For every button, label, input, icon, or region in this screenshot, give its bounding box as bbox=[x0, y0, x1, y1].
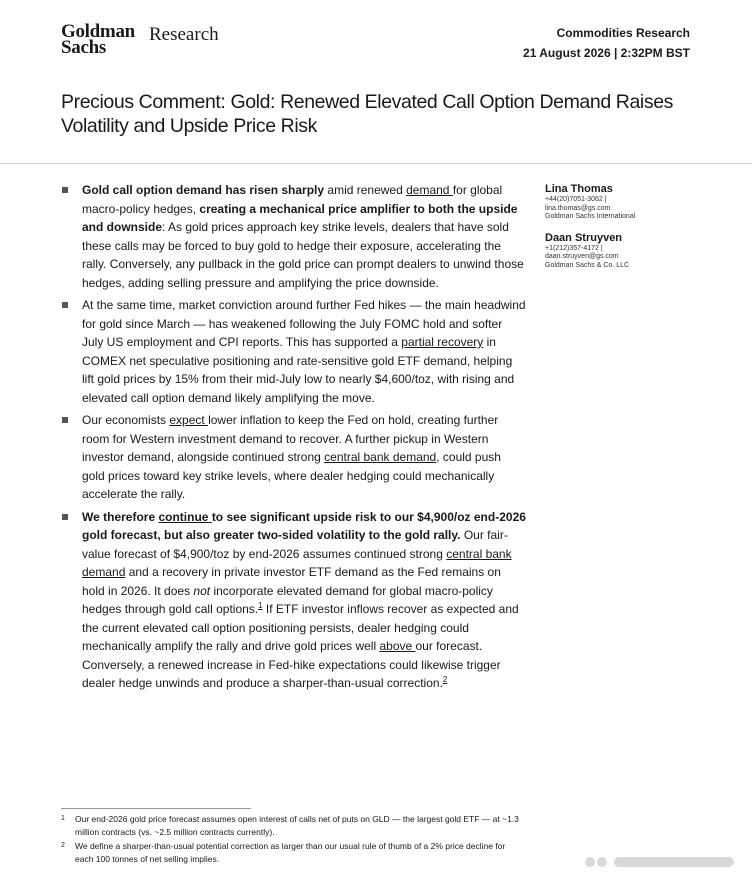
footnote-number: 2 bbox=[61, 842, 65, 849]
bullet-list bbox=[62, 181, 526, 697]
footnote-item bbox=[61, 813, 523, 838]
bullet-item bbox=[62, 181, 526, 292]
bullet-text: amid renewed bbox=[324, 183, 407, 197]
bullet-text: , could push gold prices toward key strike levels, where dealer hedging could mechanically accelerate the rally. bbox=[82, 450, 501, 501]
header-divider bbox=[0, 163, 752, 164]
footnote-text: Our end-2026 gold price forecast assumes open interest of calls net of puts on GLD — the largest gold ETF — at ~1.3 million contracts (vs. ~2.5 million contracts currently). bbox=[75, 814, 519, 837]
footnotes bbox=[61, 813, 523, 867]
bullet-text: and a recovery in private investor ETF demand as the Fed remains on hold in 2026. It does bbox=[82, 565, 501, 598]
footnote-divider bbox=[61, 808, 251, 809]
bullet-text: lower inflation to keep the Fed on hold, creating further room for Western investment demand to recover. A further pickup in Western investor demand, alongside continued strong bbox=[82, 413, 499, 464]
bullet-item bbox=[62, 296, 526, 407]
report-date-time: 21 August 2026 | 2:32PM BST bbox=[523, 46, 690, 60]
bullet-text: Gold call option demand has risen sharply bbox=[82, 183, 325, 197]
logo-wordmark bbox=[61, 21, 135, 58]
inline-link[interactable]: expect bbox=[169, 413, 209, 427]
bullet-text: At the same time, market conviction around further Fed hikes — the main headwind for gold since March — has weakened following the July FOMC hold and softer July US employment and CPI reports. This has supported a bbox=[82, 298, 526, 349]
logo-line-1: Goldman bbox=[61, 21, 135, 42]
goldman-sachs-logo bbox=[61, 21, 219, 58]
author-card bbox=[545, 232, 685, 271]
report-meta bbox=[523, 23, 690, 63]
inline-link[interactable]: 2 bbox=[442, 675, 448, 684]
page-title: Precious Comment: Gold: Renewed Elevated Call Option Demand Raises Volatility and Upside Price Risk bbox=[61, 91, 673, 137]
bullet-text: Our fair-value forecast of $4,900/toz by end-2026 assumes continued strong bbox=[82, 528, 508, 561]
watermark-stamp bbox=[584, 849, 744, 875]
footnote-text: We define a sharper-than-usual potential correction as larger than our usual rule of thumb of a 2% price decline for each 100 tonnes of net selling implies. bbox=[75, 841, 506, 864]
author-email[interactable]: daan.struyven@gs.com bbox=[545, 253, 619, 260]
author-phone: +1(212)357-4172 | bbox=[545, 244, 603, 252]
bullet-item bbox=[62, 411, 526, 504]
bullet-text: for global macro-policy hedges, bbox=[82, 183, 503, 216]
author-card bbox=[545, 183, 685, 222]
bullet-text: creating a mechanical price amplifier to both the upside and downside bbox=[82, 201, 518, 234]
bullet-square-icon bbox=[62, 302, 68, 308]
bullet-item bbox=[62, 508, 526, 693]
footnote-item bbox=[61, 840, 523, 865]
inline-link[interactable]: central bank demand bbox=[324, 450, 437, 464]
bullet-text: We therefore bbox=[82, 509, 159, 524]
inline-link[interactable]: continue bbox=[158, 509, 212, 524]
footnote-number: 1 bbox=[61, 815, 65, 822]
author-name: Daan Struyven bbox=[545, 231, 623, 244]
author-panel bbox=[545, 183, 685, 280]
bullet-text: : As gold prices approach key strike levels, dealers that have sold these calls may be forced to buy gold to hedge their exposure, accelerating the rally. Conversely, any pullback in the gold price can prompt dealers to unwind those hedges, adding selling pressure and amplifying the price downside. bbox=[82, 220, 524, 290]
bullet-square-icon bbox=[62, 514, 68, 520]
brand-section-label: Research bbox=[149, 24, 219, 45]
author-entity: Goldman Sachs International bbox=[545, 213, 636, 220]
bullet-square-icon bbox=[62, 417, 68, 423]
author-entity: Goldman Sachs & Co. LLC bbox=[545, 261, 630, 269]
inline-link[interactable]: 1 bbox=[258, 601, 263, 610]
inline-link[interactable]: partial recovery bbox=[401, 335, 484, 349]
bullet-text: Our economists bbox=[82, 413, 170, 427]
bullet-text: not bbox=[193, 583, 211, 598]
bullet-text: our forecast. Conversely, a renewed increase in Fed-hike expectations could likewise trigger dealer hedge unwinds and produce a sharper-than-usual correction. bbox=[82, 639, 501, 690]
inline-link[interactable]: demand bbox=[406, 183, 453, 197]
bullet-text: in COMEX net speculative positioning and rate-sensitive gold ETF demand, helping lift gold prices by 15% from their mid-July low to nearly $4,600/toz, with rising and elevated call option demand likely amplifying the move. bbox=[82, 335, 515, 405]
bullet-text: If ETF investor inflows recover as expected and the current elevated call option positioning persists, dealer hedging could mechanically amplify the rally and drive gold prices well bbox=[82, 602, 519, 653]
inline-link[interactable]: above bbox=[379, 639, 416, 653]
inline-link[interactable]: central bank demand bbox=[82, 546, 512, 579]
logo-line-2: Sachs bbox=[61, 37, 106, 58]
bullet-text: incorporate elevated demand for global macro-policy hedges through gold call options. bbox=[82, 583, 493, 616]
bullet-square-icon bbox=[62, 187, 68, 193]
author-name: Lina Thomas bbox=[545, 183, 613, 195]
bullet-text: to see significant upside risk to our $4,900/oz end-2026 gold forecast, but also greater two-sided volatility to the gold rally. bbox=[82, 509, 526, 542]
author-phone: +44(20)7051-3062 | bbox=[545, 196, 607, 203]
report-type: Commodities Research bbox=[556, 26, 690, 40]
author-email[interactable]: lina.thomas@gs.com bbox=[545, 204, 611, 212]
